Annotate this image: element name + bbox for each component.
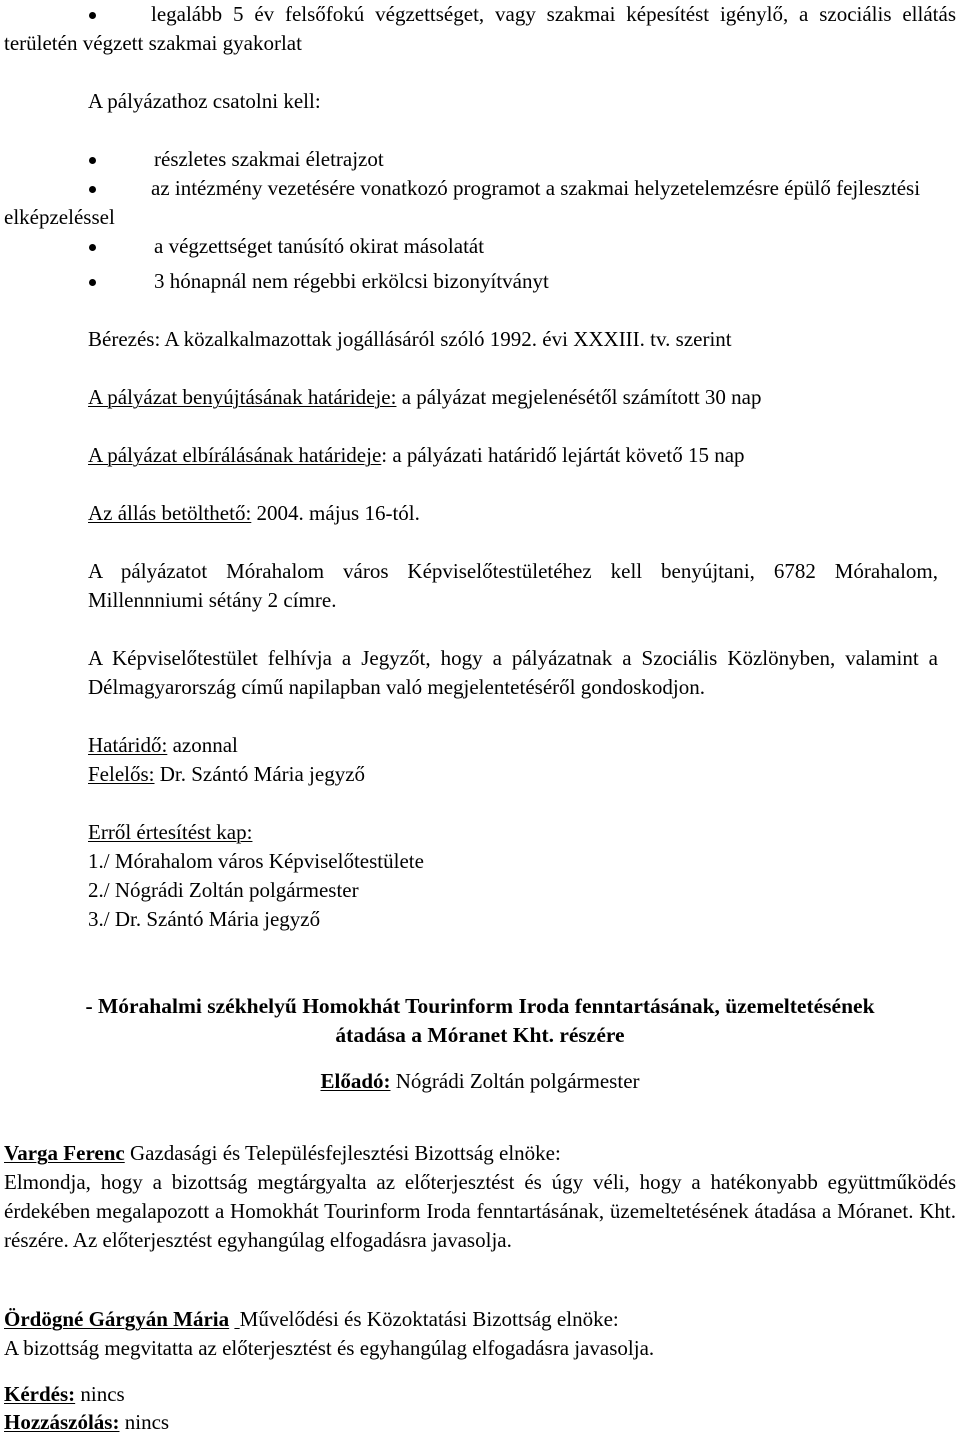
presenter-line: Előadó: Nógrádi Zoltán polgármester xyxy=(320,1069,640,1093)
attachment-item: részletes szakmai életrajzot xyxy=(88,145,938,174)
notify-heading: Erről értesítést kap: xyxy=(88,820,253,844)
attachments-heading: A pályázathoz csatolni kell: xyxy=(88,89,321,113)
committee-1-chair: Varga Ferenc xyxy=(4,1141,125,1165)
attachment-item: 3 hónapnál nem régebbi erkölcsi bizonyítványt xyxy=(88,267,938,296)
questions-line: Kérdés: nincs xyxy=(4,1382,125,1406)
bullet-icon xyxy=(89,244,96,251)
attachment-item-text: az intézmény vezetésére vonatkozó programot a szakmai helyzetelemzésre épülő fejlesztési elképzeléssel xyxy=(4,176,921,229)
notify-item: 3./ Dr. Szántó Mária jegyző xyxy=(88,907,321,931)
notify-item: 1./ Mórahalom város Képviselőtestülete xyxy=(88,849,424,873)
committee-1-header: Varga Ferenc Gazdasági és Településfejlesztési Bizottság elnöke: xyxy=(4,1141,561,1165)
attachment-item: a végzettséget tanúsító okirat másolatát xyxy=(88,232,938,261)
start-date: Az állás betölthető: 2004. május 16-tól. xyxy=(88,501,420,525)
submission-deadline: A pályázat benyújtásának határideje: a pályázat megjelenésétől számított 30 nap xyxy=(88,385,762,409)
requirement-text: legalább 5 év felsőfokú végzettséget, vagy szakmai képesítést igénylő, a szociális ellátás területén végzett szakmai gyakorlat xyxy=(4,2,956,55)
notify-item: 2./ Nógrádi Zoltán polgármester xyxy=(88,878,359,902)
committee-2-chair: Ördögné Gárgyán Mária xyxy=(4,1307,230,1331)
agenda-title-line-2: átadása a Móranet Kht. részére xyxy=(335,1023,625,1047)
agenda-title-line-1: - Mórahalmi székhelyű Homokhát Tourinform Iroda fenntartásának, üzemeltetésének xyxy=(85,994,875,1018)
committee-2-header: Ördögné Gárgyán Mária Művelődési és Közoktatási Bizottság elnöke: xyxy=(4,1307,619,1331)
bullet-icon xyxy=(89,279,96,286)
salary-line: Bérezés: A közalkalmazottak jogállásáról szóló 1992. évi XXXIII. tv. szerint xyxy=(88,327,732,351)
bullet-icon xyxy=(89,157,96,164)
resolution-deadline: Határidő: azonnal xyxy=(88,733,238,757)
committee-1-statement: Elmondja, hogy a bizottság megtárgyalta az előterjesztést és úgy véli, hogy a hatékonyabb együttműködés érdekében megalapozott a Homokhát Tourinform Iroda fenntartásának, üzemeltetésének átadása a Móranet. Kht. részére. Az előterjesztést egyhangúlag elfogadásra javasolja. xyxy=(4,1170,956,1252)
submission-address: A pályázatot Mórahalom város Képviselőtestületéhez kell benyújtani, 6782 Mórahalom, Millennniumi sétány 2 címre. xyxy=(88,559,938,612)
resolution-responsible: Felelős: Dr. Szántó Mária jegyző xyxy=(88,762,366,786)
review-deadline: A pályázat elbírálásának határideje: a pályázati határidő lejártát követő 15 nap xyxy=(88,443,745,467)
comments-line: Hozzászólás: nincs xyxy=(4,1410,170,1434)
publication-request: A Képviselőtestület felhívja a Jegyzőt, hogy a pályázatnak a Szociális Közlönyben, valamint a Délmagyarország című napilapban való megjelentetéséről gondoskodjon. xyxy=(88,646,938,699)
committee-2-statement: A bizottság megvitatta az előterjesztést és egyhangúlag elfogadásra javasolja. xyxy=(4,1336,655,1360)
